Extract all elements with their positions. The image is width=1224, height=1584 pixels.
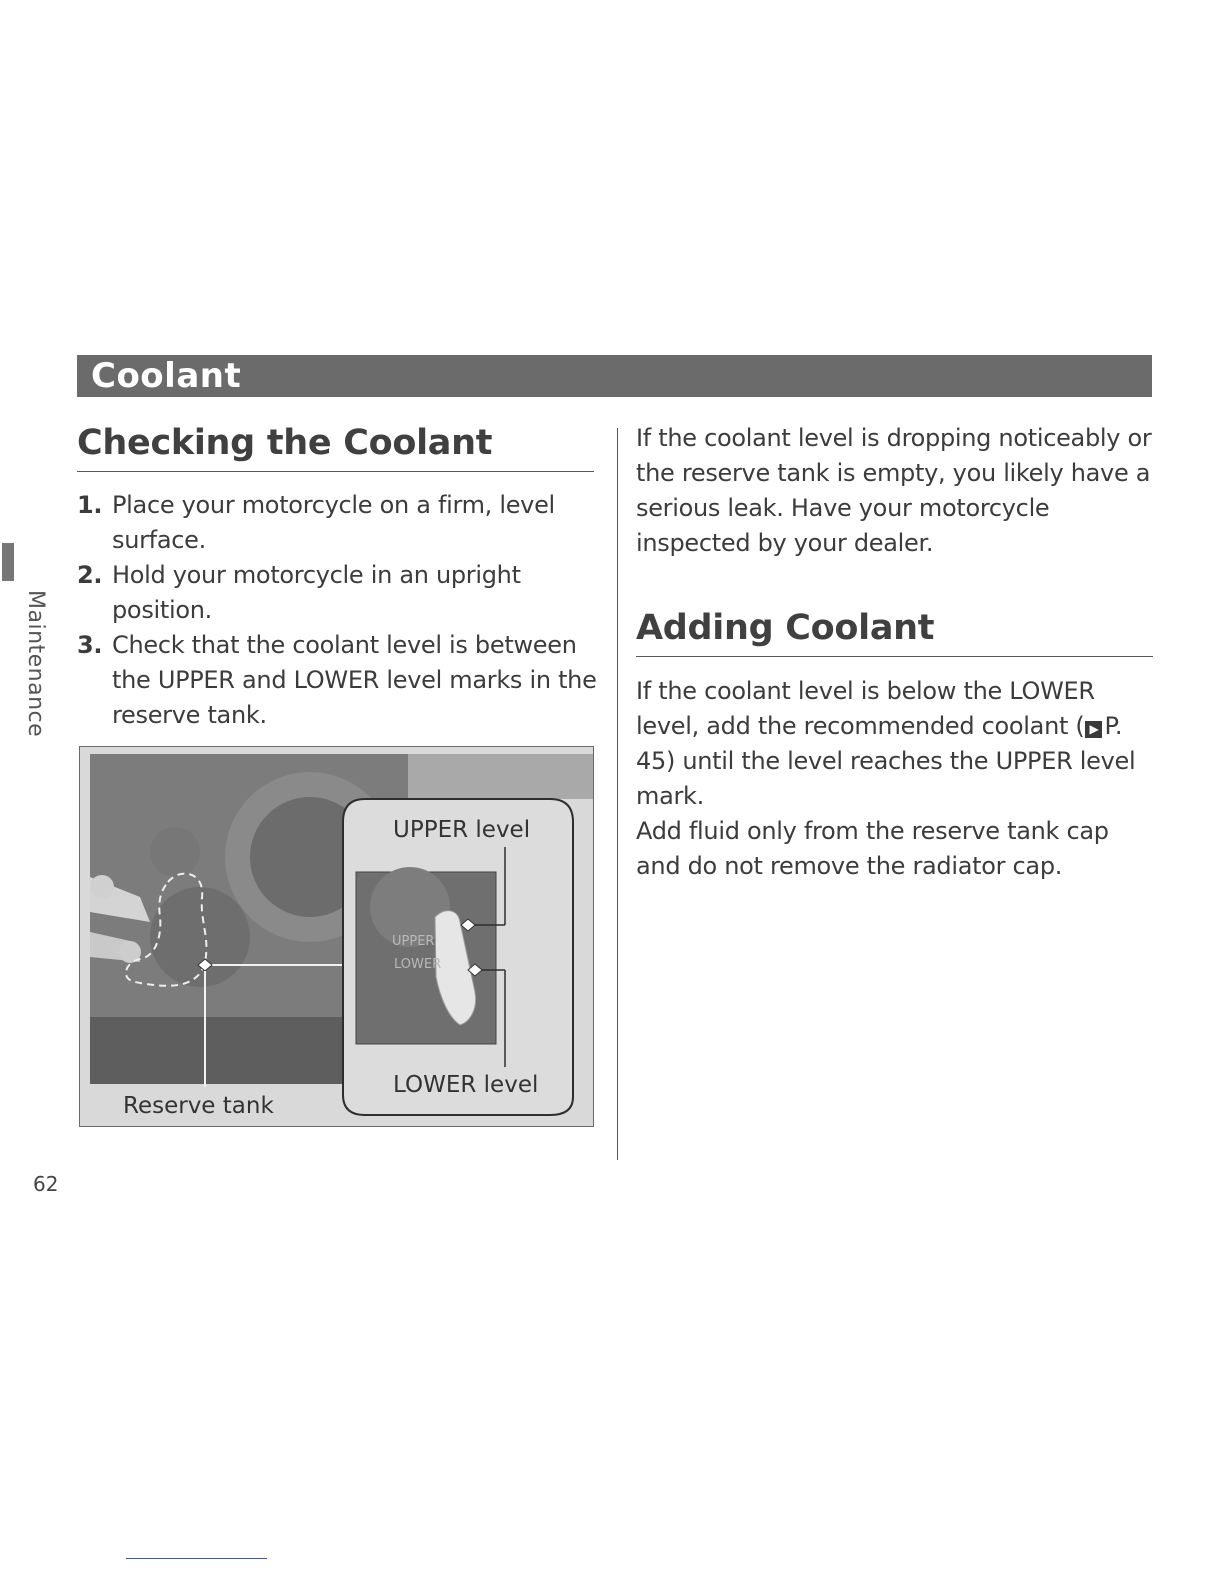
page-number: 62: [33, 1172, 59, 1196]
adding-heading-rule: [636, 656, 1153, 657]
adding-text-end: ) until the level reaches the UPPER level mark.: [636, 747, 1136, 810]
adding-text-start: If the coolant level is below the LOWER level, add the recommended coolant (: [636, 677, 1095, 740]
step-number: 2.: [77, 561, 103, 589]
coolant-reserve-tank-illustration: [79, 746, 594, 1127]
checking-heading: Checking the Coolant: [77, 423, 493, 463]
checking-steps-list: [77, 488, 597, 733]
step-number: 3.: [77, 631, 103, 659]
column-divider: [617, 428, 618, 1160]
section-title: Coolant: [91, 356, 242, 396]
lower-level-label: LOWER level: [393, 1072, 539, 1098]
engine-part: [150, 887, 250, 987]
step-text: Check that the coolant level is between the UPPER and LOWER level marks in the reserve tank.: [112, 631, 597, 729]
upper-level-label: UPPER level: [393, 817, 531, 843]
step-number: 1.: [77, 491, 103, 519]
page-reference-link[interactable]: P. 45: [636, 712, 1123, 775]
leak-warning-paragraph: If the coolant level is dropping noticeably or the reserve tank is empty, you likely have a serious leak. Have your motorcycle inspected by your dealer.: [636, 424, 1152, 557]
fluid-instruction: Add fluid only from the reserve tank cap and do not remove the radiator cap.: [636, 817, 1109, 880]
frame-bolt: [90, 875, 114, 899]
adding-paragraph: [636, 674, 1156, 884]
chapter-tab-label: Maintenance: [23, 590, 48, 738]
reserve-tank-label: Reserve tank: [123, 1093, 274, 1119]
section-header-bar: [77, 355, 1152, 397]
step-text: Place your motorcycle on a firm, level surface.: [112, 491, 555, 554]
step-text: Hold your motorcycle in an upright position.: [112, 561, 521, 624]
engine-part: [150, 827, 200, 877]
footer-link-underline: [126, 1558, 267, 1559]
tank-mark-lower: LOWER: [394, 957, 442, 972]
chapter-tab-marker: [2, 543, 14, 581]
step-item: [77, 558, 597, 628]
step-item: [77, 488, 597, 558]
motorcycle-engine-drawing: [80, 747, 593, 1126]
checking-heading-rule: [77, 471, 594, 472]
tank-mark-upper: UPPER: [392, 934, 435, 949]
adding-heading: Adding Coolant: [636, 608, 935, 648]
step-item: [77, 628, 597, 733]
photo-top-strip: [408, 754, 593, 799]
page-reference-icon: ▶: [1085, 721, 1102, 738]
